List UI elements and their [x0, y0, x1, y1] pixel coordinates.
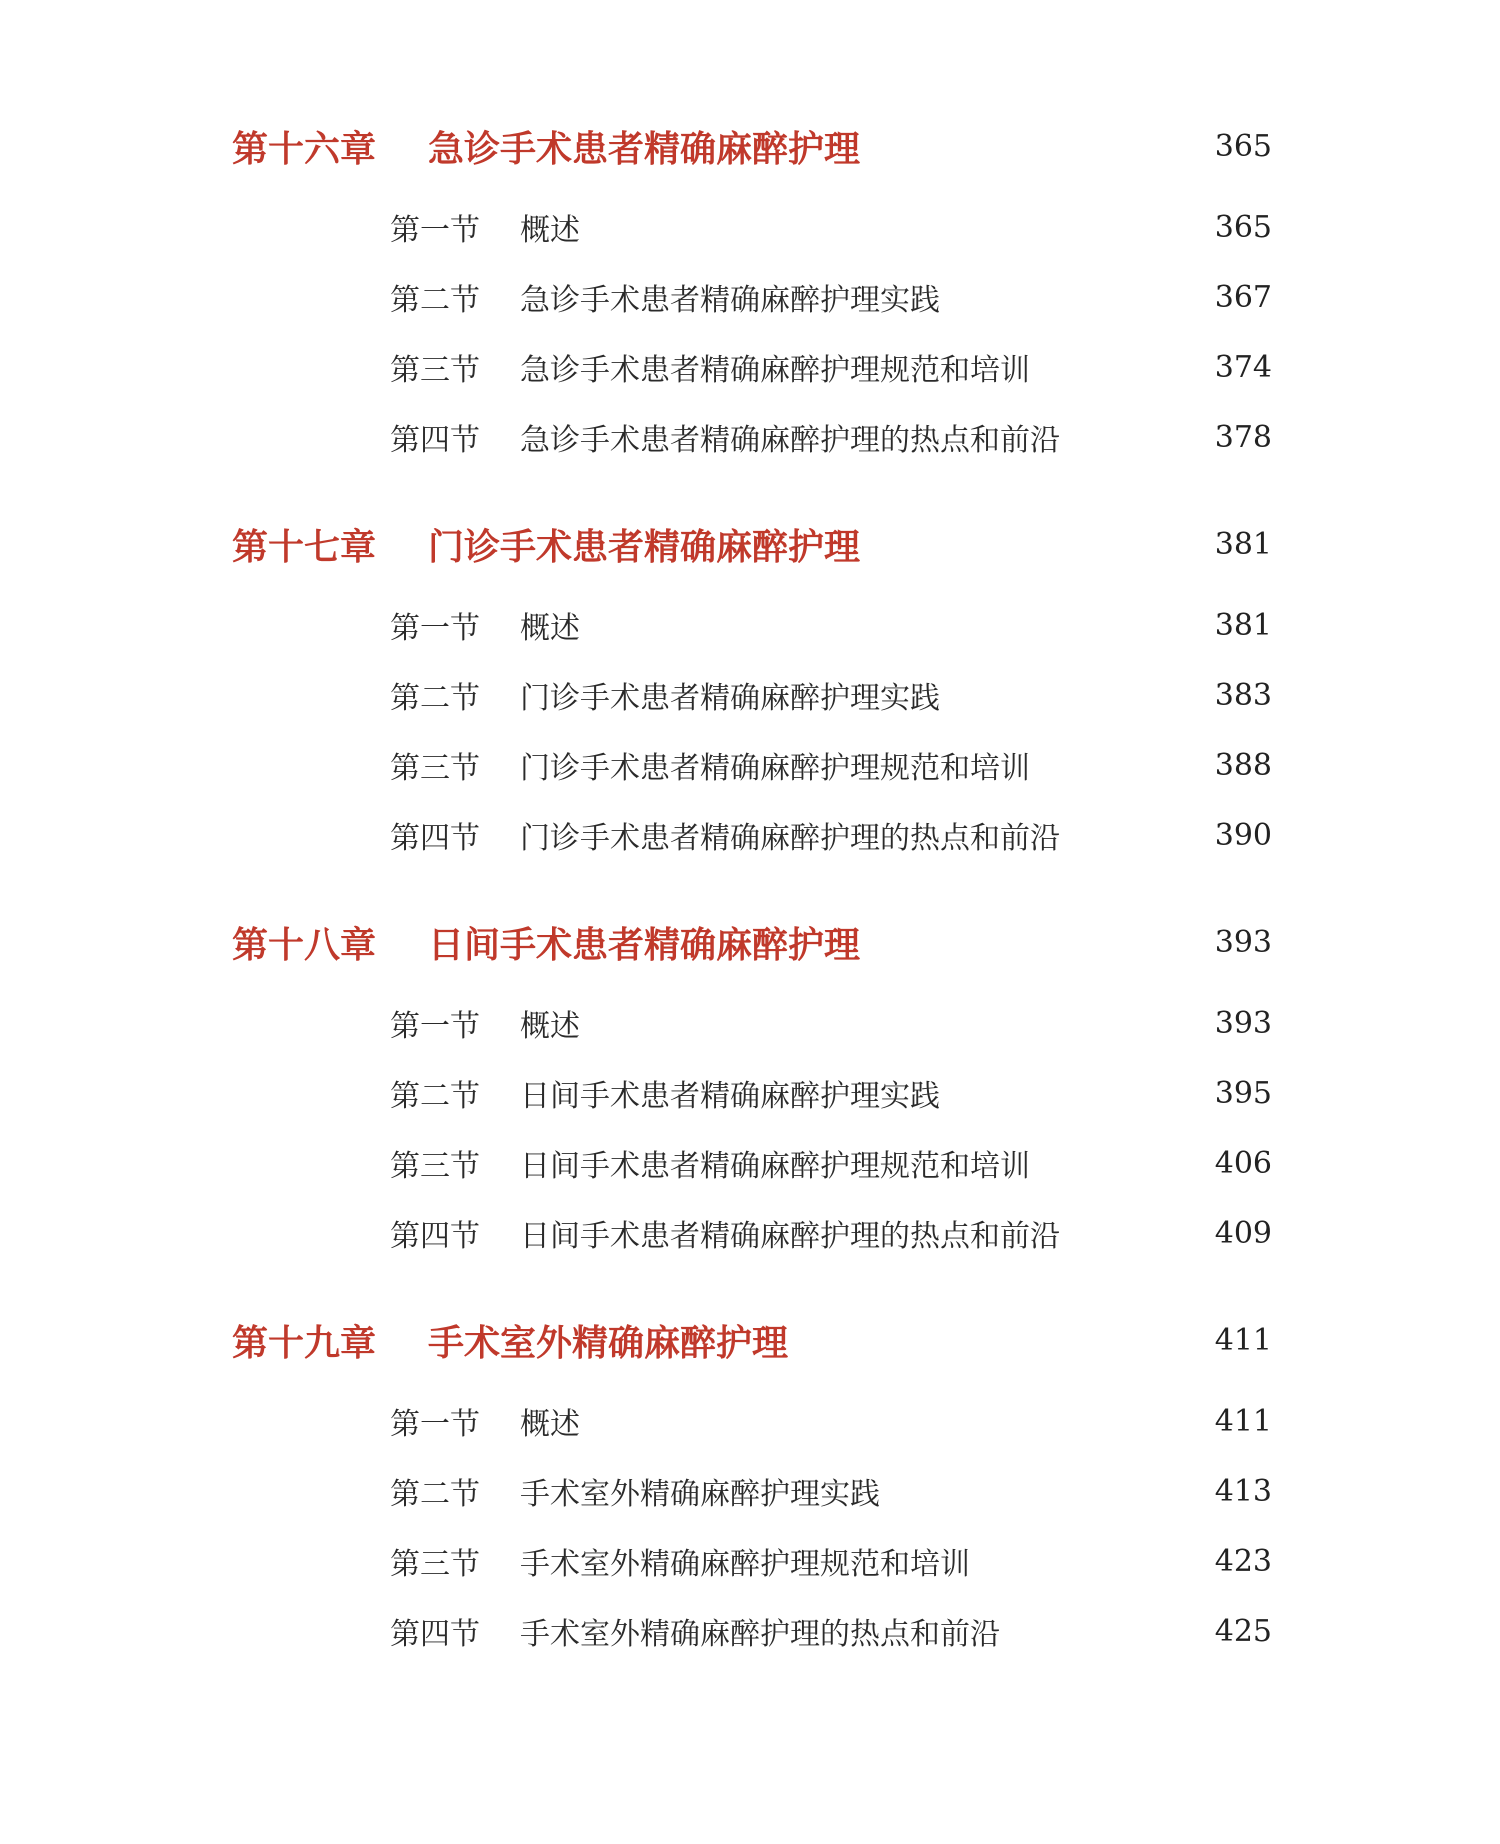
section-page-number: 365 — [1214, 209, 1272, 245]
section-page-number: 406 — [1214, 1145, 1272, 1181]
section-title: 概述 — [520, 611, 580, 646]
section-entry[interactable] — [390, 1386, 1272, 1456]
chapter-heading[interactable] — [232, 896, 1272, 988]
chapter-heading[interactable] — [232, 100, 1272, 192]
section-page-number: 390 — [1214, 817, 1272, 853]
section-label: 第二节 — [390, 681, 480, 716]
section-entry[interactable] — [390, 262, 1272, 332]
section-page-number: 411 — [1214, 1403, 1272, 1439]
chapter-label: 第十七章 — [232, 526, 377, 568]
chapter-page-number: 381 — [1214, 526, 1272, 562]
section-label: 第四节 — [390, 1617, 480, 1652]
chapter-label: 第十九章 — [232, 1322, 377, 1364]
section-title: 急诊手术患者精确麻醉护理规范和培训 — [520, 353, 1030, 388]
section-page-number: 374 — [1214, 349, 1272, 385]
chapter-heading[interactable] — [232, 498, 1272, 590]
chapter-label: 第十八章 — [232, 924, 377, 966]
section-entry[interactable] — [390, 1596, 1272, 1666]
section-title: 概述 — [520, 1407, 580, 1442]
section-entry[interactable] — [390, 1058, 1272, 1128]
section-entry[interactable] — [390, 1456, 1272, 1526]
section-page-number: 413 — [1214, 1473, 1272, 1509]
chapter-16 — [232, 100, 1272, 472]
section-entry[interactable] — [390, 402, 1272, 472]
section-entry[interactable] — [390, 332, 1272, 402]
section-page-number: 383 — [1214, 677, 1272, 713]
section-label: 第三节 — [390, 1149, 480, 1184]
section-label: 第二节 — [390, 1477, 480, 1512]
chapter-title: 急诊手术患者精确麻醉护理 — [428, 128, 861, 170]
section-page-number: 409 — [1214, 1215, 1272, 1251]
section-list — [232, 1386, 1272, 1666]
section-entry[interactable] — [390, 660, 1272, 730]
section-title: 手术室外精确麻醉护理的热点和前沿 — [520, 1617, 1000, 1652]
section-entry[interactable] — [390, 988, 1272, 1058]
section-entry[interactable] — [390, 1128, 1272, 1198]
section-page-number: 367 — [1214, 279, 1272, 315]
chapter-title: 手术室外精确麻醉护理 — [428, 1322, 789, 1364]
chapter-18 — [232, 896, 1272, 1268]
chapter-page-number: 411 — [1214, 1322, 1272, 1358]
section-entry[interactable] — [390, 730, 1272, 800]
section-label: 第三节 — [390, 751, 480, 786]
section-page-number: 423 — [1214, 1543, 1272, 1579]
section-title: 概述 — [520, 1009, 580, 1044]
section-label: 第二节 — [390, 1079, 480, 1114]
section-label: 第一节 — [390, 213, 480, 248]
section-title: 急诊手术患者精确麻醉护理实践 — [520, 283, 940, 318]
section-title: 门诊手术患者精确麻醉护理实践 — [520, 681, 940, 716]
section-list — [232, 192, 1272, 472]
chapter-17 — [232, 498, 1272, 870]
section-label: 第二节 — [390, 283, 480, 318]
section-title: 日间手术患者精确麻醉护理实践 — [520, 1079, 940, 1114]
chapter-label: 第十六章 — [232, 128, 377, 170]
section-label: 第一节 — [390, 611, 480, 646]
section-label: 第四节 — [390, 821, 480, 856]
section-page-number: 381 — [1214, 607, 1272, 643]
section-page-number: 388 — [1214, 747, 1272, 783]
section-entry[interactable] — [390, 1526, 1272, 1596]
section-title: 门诊手术患者精确麻醉护理的热点和前沿 — [520, 821, 1060, 856]
section-page-number: 395 — [1214, 1075, 1272, 1111]
section-page-number: 378 — [1214, 419, 1272, 455]
chapter-19 — [232, 1294, 1272, 1666]
section-page-number: 393 — [1214, 1005, 1272, 1041]
section-label: 第四节 — [390, 1219, 480, 1254]
section-title: 日间手术患者精确麻醉护理的热点和前沿 — [520, 1219, 1060, 1254]
chapter-title: 门诊手术患者精确麻醉护理 — [428, 526, 861, 568]
section-page-number: 425 — [1214, 1613, 1272, 1649]
section-title: 概述 — [520, 213, 580, 248]
section-label: 第三节 — [390, 1547, 480, 1582]
chapter-heading[interactable] — [232, 1294, 1272, 1386]
section-list — [232, 988, 1272, 1268]
section-entry[interactable] — [390, 590, 1272, 660]
section-entry[interactable] — [390, 800, 1272, 870]
section-label: 第一节 — [390, 1407, 480, 1442]
table-of-contents — [232, 100, 1272, 1692]
chapter-title: 日间手术患者精确麻醉护理 — [428, 924, 861, 966]
section-title: 手术室外精确麻醉护理规范和培训 — [520, 1547, 970, 1582]
section-list — [232, 590, 1272, 870]
section-title: 急诊手术患者精确麻醉护理的热点和前沿 — [520, 423, 1060, 458]
section-entry[interactable] — [390, 1198, 1272, 1268]
chapter-page-number: 393 — [1214, 924, 1272, 960]
section-title: 日间手术患者精确麻醉护理规范和培训 — [520, 1149, 1030, 1184]
section-label: 第一节 — [390, 1009, 480, 1044]
section-label: 第四节 — [390, 423, 480, 458]
chapter-page-number: 365 — [1214, 128, 1272, 164]
section-label: 第三节 — [390, 353, 480, 388]
section-title: 手术室外精确麻醉护理实践 — [520, 1477, 880, 1512]
section-entry[interactable] — [390, 192, 1272, 262]
section-title: 门诊手术患者精确麻醉护理规范和培训 — [520, 751, 1030, 786]
